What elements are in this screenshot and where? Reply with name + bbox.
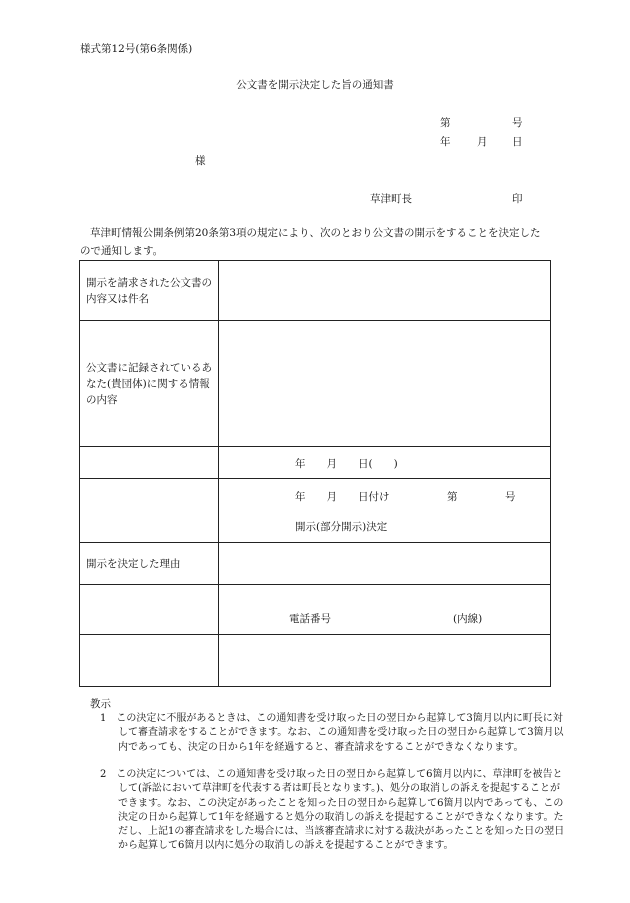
decision-type-label: [80, 479, 219, 543]
document-title: 公文書を開示決定した旨の通知書: [236, 79, 394, 91]
number-go: 号: [512, 117, 523, 129]
extension-label: (内線): [453, 613, 483, 625]
phone-number-label: 電話番号: [289, 613, 331, 625]
table-row: [80, 321, 551, 447]
implementation-date-value: [219, 447, 551, 479]
remarks-label: [80, 635, 219, 687]
instruction-item: 2 この決定については、この通知書を受け取った日の翌日から起算して6箇月以内に、草津町を被告として(訴訟において草津町を代表する者は町長となります。)、処分の取消しの訴えを提起することができます。なお、この決定があったことを知った日の翌日から起算して6箇月以内であっても、この決定の日から起算して1年を経過すると処分の取消しの訴えを提起することができなくなります。ただし、上記1の審査請求をした場合には、当該審査請求に対する裁決があったことを知った日の翌日から起算して6箇月以内に処分の取消しの訴えを提起することができます。: [100, 769, 565, 852]
addressee-suffix: 様: [195, 155, 206, 167]
intro-paragraph: 草津町情報公開条例第20条第3項の規定により、次のとおり公文書の開示をすることを決定したので通知します。: [80, 227, 541, 257]
date-month: 月: [477, 136, 488, 148]
disclosure-table: [79, 260, 551, 687]
decision-kind: 開示(部分開示)決定: [295, 521, 388, 533]
personal-info-label: 公文書に記録されているあなた(貴団体)に関する情報の内容: [80, 321, 219, 447]
number-dai: 第: [440, 117, 451, 129]
decision-reason-label: 開示を決定した理由: [80, 543, 219, 585]
instruction-item: 1 この決定に不服があるときは、この通知書を受け取った日の翌日から起算して3箇月以内に町長に対して審査請求をすることができます。なお、この通知書を受け取った日の翌日から起算して3箇月以内であっても、決定の日から1年を経過すると、審査請求をすることができなくなります。: [100, 713, 564, 753]
decision-go: 号: [505, 491, 516, 503]
table-row: [80, 447, 551, 479]
implementation-date-text: 年 月 日( ): [295, 458, 398, 470]
table-row: [80, 479, 551, 543]
decision-date-text: 年 月 日付け: [295, 491, 390, 503]
seal-mark: 印: [512, 193, 523, 205]
remarks-value: [219, 635, 551, 687]
requested-document-value: [219, 261, 551, 321]
decision-reason-value: [219, 543, 551, 585]
implementation-date-label: [80, 447, 219, 479]
form-number: 様式第12号(第6条関係): [80, 43, 193, 55]
date-day: 日: [512, 136, 523, 148]
table-row: [80, 585, 551, 635]
date-year: 年: [440, 136, 451, 148]
table-row: [80, 635, 551, 687]
table-row: [80, 543, 551, 585]
table-row: [80, 261, 551, 321]
decision-dai: 第: [447, 491, 458, 503]
personal-info-value: [219, 321, 551, 447]
issuer: 草津町長: [370, 193, 412, 205]
department-label: [80, 585, 219, 635]
instruction-heading: 教示: [90, 698, 111, 710]
requested-document-label: 開示を請求された公文書の内容又は件名: [80, 261, 219, 321]
department-value: [219, 585, 551, 635]
decision-type-value: [219, 479, 551, 543]
